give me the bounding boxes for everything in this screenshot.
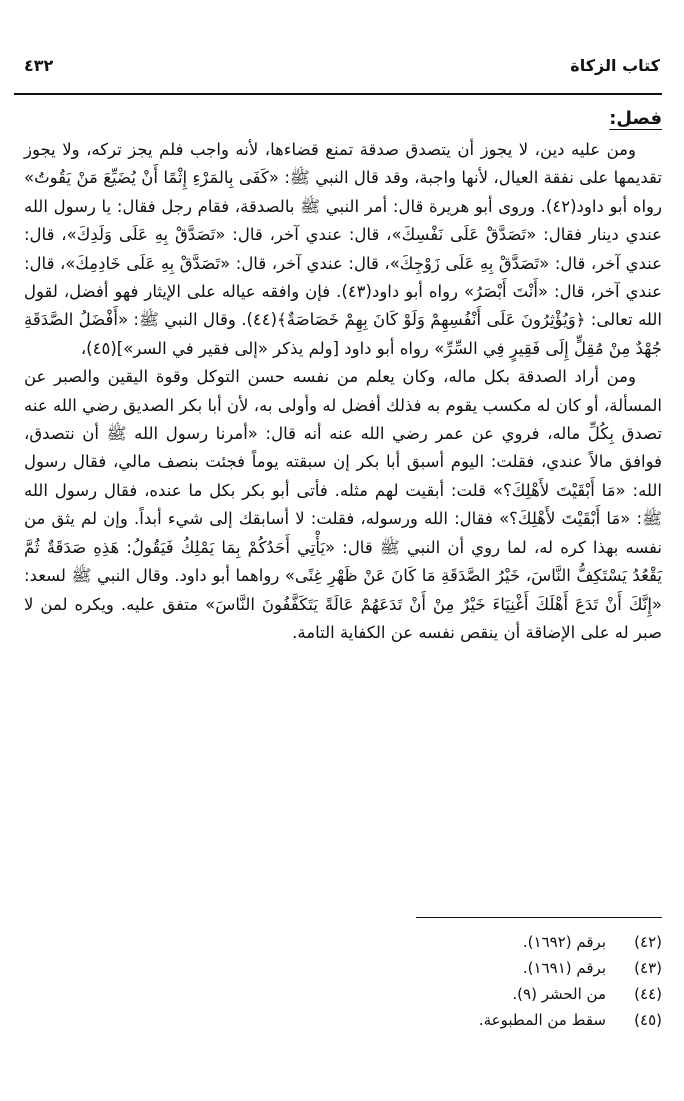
- running-head: [24, 50, 660, 80]
- page-number: ٤٣٢: [24, 55, 54, 75]
- main-text: [24, 104, 662, 647]
- footnote-text: برقم (١٦٩١).: [522, 959, 606, 977]
- footnote-number: (٤٢): [634, 933, 662, 951]
- book-title: كتاب الزكاة: [570, 55, 660, 75]
- footnote-number: (٤٣): [634, 959, 662, 977]
- paragraph-1: ومن عليه دين، لا يجوز أن يتصدق صدقة تمنع قضاءها، لأنه واجب فلم يجز تركه، ولا يجوز تقديمها على نفقة العيال، لأنها واجبة، وقد قال النبي ﷺ: «كَفَى بِالمَرْءِ إِثْمًا أَنْ يُضَيِّعَ مَنْ يَقُوتُ» رواه أبو داود(٤٢). وروى أبو هريرة قال: أمر النبي ﷺ بالصدقة، فقام رجل فقال: يا رسول الله عندي دينار فقال: «تَصَدَّقْ عَلَى نَفْسِكَ»، قال: عندي آخر، قال: «تَصَدَّقْ بِهِ عَلَى وَلَدِكَ»، قال: عندي آخر، قال: «تَصَدَّقْ بِهِ عَلَى زَوْجِكَ»، قال: عندي آخر، قال: «تَصَدَّقْ بِهِ عَلَى خَادِمِكَ»، قال: عندي آخر، قال: «أَنْتَ أَبْصَرُ» رواه أبو داود(٤٣). فإن وافقه عياله على الإيثار فهو أفضل، لقول الله تعالى: ﴿وَيُؤْثِرُونَ عَلَى أَنْفُسِهِمْ وَلَوْ كَانَ بِهِمْ خَصَاصَةٌ﴾(٤٤). وقال النبي ﷺ: «أَفْضَلُ الصَّدَقَةِ جُهْدٌ مِنْ مُقِلٍّ إِلَى فَقِيرٍ فِي السِّرِّ» رواه أبو داود [ولم يذكر «إلى فقير في السر»](٤٥)،: [24, 140, 663, 358]
- footnote-item: [302, 981, 662, 1007]
- footnotes: [302, 929, 662, 1033]
- header-rule: [14, 93, 662, 95]
- footnote-number: (٤٤): [634, 985, 662, 1003]
- footnote-number: (٤٥): [634, 1011, 662, 1029]
- footnote-item: [302, 955, 662, 981]
- footnote-text: من الحشر (٩).: [512, 985, 606, 1003]
- footnote-rule: [416, 917, 662, 918]
- section-title: فصل:: [609, 108, 662, 129]
- footnote-item: [302, 1007, 662, 1033]
- paragraph-2: ومن أراد الصدقة بكل ماله، وكان يعلم من نفسه حسن التوكل وقوة اليقين والصبر عن المسألة، أو كان له مكسب يقوم به فذلك أفضل له وأولى به، لأن أبا بكر الصديق رضي الله عنه تصدق بِكُلِّ ماله، فروي عن عمر رضي الله عنه أنه قال: «أمرنا رسول الله ﷺ أن نتصدق، فوافق مالاً عندي، فقلت: اليوم أسبق أبا بكر إن سبقته يوماً فجئت بنصف مالي، فقال رسول الله: «مَا أَبْقَيْتَ لأَهْلِكَ؟» قلت: أبقيت لهم مثله. فأتى أبو بكر بكل ما عنده، فقال رسول الله ﷺ: «مَا أَبْقَيْتَ لأَهْلِكَ؟» فقال: الله ورسوله، فقلت: لا أسابقك إلى شيء أبداً. وإن لم يثق من نفسه بهذا كره له، لما روي أن النبي ﷺ قال: «يَأْتِي أَحَدُكُمْ بِمَا يَمْلِكُ فَيَقُولُ: هَذِهِ صَدَقَةٌ ثُمَّ يَقْعُدُ يَسْتَكِفُّ النَّاسَ، خَيْرُ الصَّدَقَةِ مَا كَانَ عَنْ ظَهْرِ غِنًى» رواهما أبو داود. وقال النبي ﷺ لسعد: «إِنَّكَ أَنْ تَدَعَ أَهْلَكَ أَغْنِيَاءَ خَيْرٌ مِنْ أَنْ تَدَعَهُمْ عَالَةً يَتَكَفَّفُونَ النَّاسَ» متفق عليه. ويكره لمن لا صبر له على الإضاقة أن ينقص نفسه عن الكفاية التامة.: [24, 367, 662, 642]
- footnote-item: [302, 929, 662, 955]
- footnote-text: برقم (١٦٩٢).: [522, 933, 606, 951]
- footnote-text: سقط من المطبوعة.: [478, 1011, 606, 1029]
